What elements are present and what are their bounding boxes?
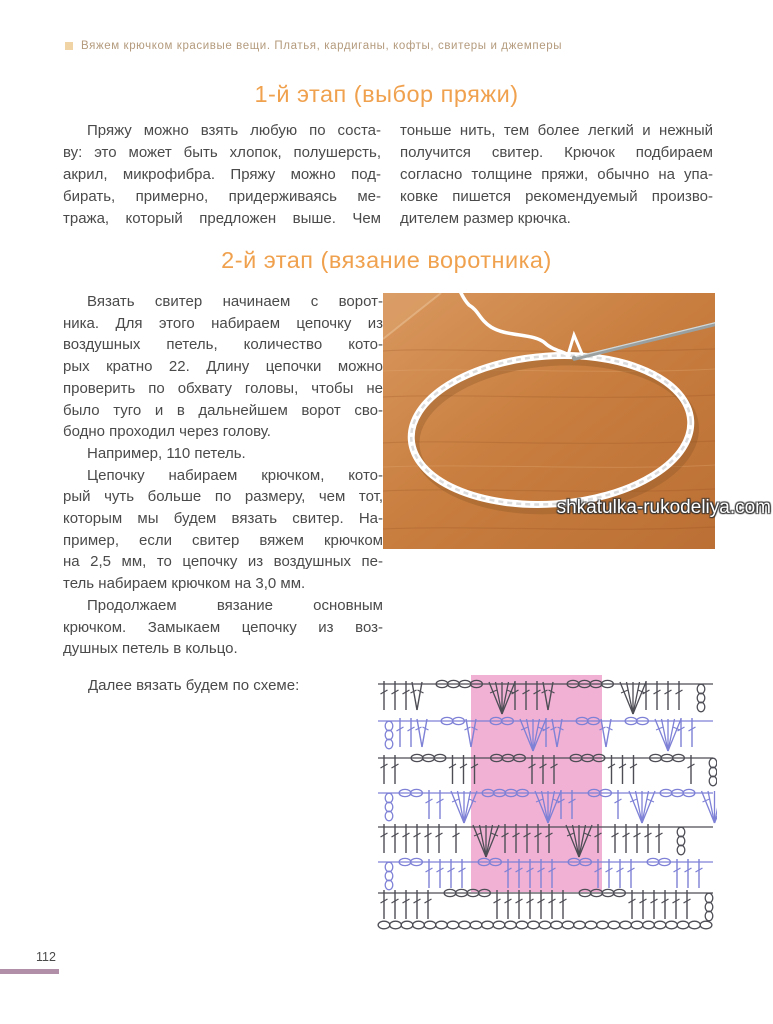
- text-line: Вязать свитер начинаем с ворот-: [87, 293, 383, 310]
- square-bullet-icon: [65, 42, 73, 50]
- text-line: тража, который предложен выше. Чем: [63, 210, 381, 227]
- text-line: крючком. Замыкаем цепочку из воз-: [63, 618, 383, 636]
- text-line: воздушных петель, количество кото-: [63, 336, 383, 354]
- text-line: на 2,5 мм, то цепочку из воздушных пе-: [63, 553, 383, 571]
- footer-bar: [0, 969, 59, 974]
- text-line: акрил, микрофибра. Пряжу можно под-: [63, 166, 381, 183]
- watermark-text: shkatulka-rukodeliya.com: [556, 497, 771, 518]
- text-line: получится свитер. Крючок подбираем: [400, 144, 713, 161]
- text-line: рый чуть больше по размеру, чем тот,: [63, 488, 383, 506]
- text-line: Цепочку набираем крючком, кото-: [87, 466, 383, 484]
- scheme-note: Далее вязать будем по схеме:: [88, 677, 300, 694]
- text-line: Например, 110 петель.: [87, 444, 246, 462]
- text-line: бирать, примерно, придерживаясь ме-: [63, 188, 381, 205]
- text-line: ника. Для этого набираем цепочку из: [63, 314, 383, 332]
- page-number: 112: [36, 950, 56, 964]
- text-line: проверить по обхвату головы, чтобы не: [63, 379, 383, 397]
- text-line: ковке пишется рекомендуемый произво-: [400, 188, 713, 205]
- text-line: дителем размер крючка.: [400, 210, 571, 227]
- stage1-column-right: [400, 120, 713, 230]
- stage2-column-left: [63, 291, 383, 660]
- stage2-heading: 2-й этап (вязание воротника): [221, 247, 552, 273]
- text-line: согласно толщине пряжи, обычно на упа-: [400, 166, 713, 183]
- text-line: Пряжу можно взять любую по соста-: [87, 122, 381, 139]
- running-header-title: Вяжем крючком красивые вещи. Платья, кардиганы, кофты, свитеры и джемперы: [81, 40, 563, 52]
- text-line: рых кратно 22. Длину цепочки можно: [63, 358, 383, 376]
- crochet-chart: [374, 668, 717, 940]
- stage1-column-left: [63, 120, 381, 230]
- text-line: ву: это может быть хлопок, полушерсть,: [63, 144, 381, 161]
- text-line: тель набираем крючком на 3,0 мм.: [63, 575, 306, 593]
- text-line: было туго и в дальнейшем ворот сво-: [63, 401, 383, 419]
- text-line: душных петель в кольцо.: [63, 640, 238, 658]
- stage1-heading: 1-й этап (выбор пряжи): [254, 81, 519, 107]
- text-line: Продолжаем вязание основным: [87, 596, 383, 614]
- text-line: пример, если свитер вяжем крючком: [63, 531, 383, 549]
- text-line: которым мы будем вязать свитер. На-: [63, 510, 383, 528]
- running-header: [65, 40, 715, 56]
- text-line: бодно проходил через голову.: [63, 423, 271, 441]
- crochet-chart-svg: [374, 668, 717, 940]
- text-line: тоньше нить, тем более легкий и нежный: [400, 122, 713, 139]
